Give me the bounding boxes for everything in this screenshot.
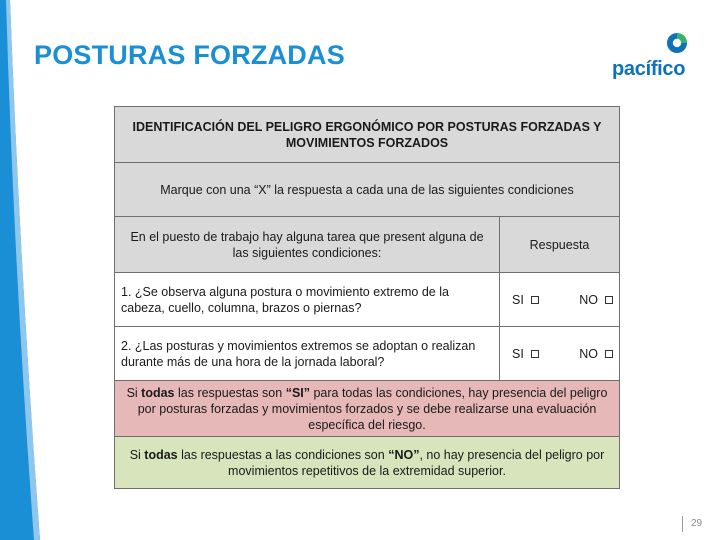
yes-result-note	[115, 381, 620, 437]
table-title-row	[115, 107, 620, 163]
ergonomic-checklist-table	[114, 106, 620, 489]
yes-label: SI	[512, 346, 524, 361]
slide-title: POSTURAS FORZADAS	[34, 40, 345, 70]
table-title: IDENTIFICACIÓN DEL PELIGRO ERGONÓMICO POR POSTURAS FORZADAS Y MOVIMIENTOS FORZADOS	[115, 107, 620, 163]
no-result-note	[115, 437, 620, 489]
note-bold: “NO”	[388, 447, 420, 462]
no-option[interactable]	[579, 346, 613, 362]
header-response: Respuesta	[500, 217, 620, 273]
no-label: NO	[579, 346, 598, 361]
footer-divider	[682, 516, 683, 532]
logo-mark-icon	[666, 32, 688, 54]
yes-checkbox[interactable]	[531, 296, 539, 304]
question-text: 1. ¿Se observa alguna postura o movimiento extremo de la cabeza, cuello, columna, brazos o piernas?	[115, 273, 500, 327]
no-label: NO	[579, 292, 598, 307]
pacifico-logo	[612, 30, 692, 84]
no-checkbox[interactable]	[605, 350, 613, 358]
note-text: para todas las condiciones, hay presencia del peligro por posturas forzadas y movimientos forzados y se debe realizarse una evaluación específica del riesgo.	[137, 385, 608, 432]
yes-result-row	[115, 381, 620, 437]
yes-option[interactable]	[512, 292, 539, 308]
note-text: las respuestas a las condiciones son	[177, 447, 389, 462]
note-text: las respuestas son	[174, 385, 286, 400]
yes-option[interactable]	[512, 346, 539, 362]
question-text: 2. ¿Las posturas y movimientos extremos se adoptan o realizan durante más de una hora de la jornada laboral?	[115, 327, 500, 381]
question-row	[115, 273, 620, 327]
note-bold: todas	[141, 385, 175, 400]
question-row	[115, 327, 620, 381]
header-row	[115, 217, 620, 273]
note-bold: todas	[144, 447, 178, 462]
header-conditions: En el puesto de trabajo hay alguna tarea que present alguna de las siguientes condiciones:	[115, 217, 500, 273]
instruction-row	[115, 163, 620, 217]
instruction-text: Marque con una “X” la respuesta a cada una de las siguientes condiciones	[115, 163, 620, 217]
note-text: Si	[129, 447, 145, 462]
decorative-arc	[0, 0, 40, 540]
yes-label: SI	[512, 292, 524, 307]
no-checkbox[interactable]	[605, 296, 613, 304]
no-option[interactable]	[579, 292, 613, 308]
note-bold: “SI”	[285, 385, 310, 400]
page-number: 29	[691, 518, 703, 529]
note-text: Si	[126, 385, 142, 400]
no-result-row	[115, 437, 620, 489]
note-text: , no hay presencia del peligro por movimientos repetitivos de la extremidad superior.	[228, 447, 605, 478]
yes-checkbox[interactable]	[531, 350, 539, 358]
response-options	[500, 327, 620, 381]
response-options	[500, 273, 620, 327]
logo-wordmark: pacífico	[612, 58, 686, 80]
